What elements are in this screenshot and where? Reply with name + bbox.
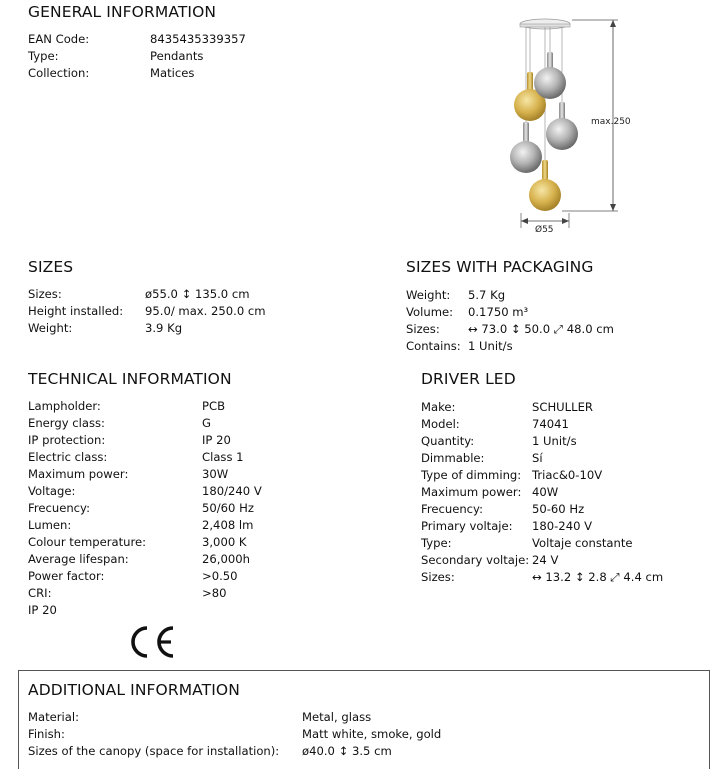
packaging-table — [406, 287, 696, 355]
driver-row-label: Primary voltaje: — [421, 519, 513, 533]
technical-row-label: Power factor: — [28, 569, 105, 583]
general-row — [28, 31, 328, 48]
packaging-row-value: ↔ 73.0 ↕ 50.0 ⤢ 48.0 cm — [468, 322, 614, 336]
driver-row-label: Sizes: — [421, 570, 455, 584]
technical-row-label: Energy class: — [28, 416, 105, 430]
driver-row-value: ↔ 13.2 ↕ 2.8 ⤢ 4.4 cm — [532, 570, 664, 584]
technical-heading: TECHNICAL INFORMATION — [28, 370, 232, 388]
sizes-row-value: 3.9 Kg — [145, 321, 183, 335]
packaging-row — [406, 321, 696, 338]
technical-row-label: Frecuency: — [28, 501, 90, 515]
general-row-label: Collection: — [28, 66, 90, 80]
driver-row-value: 180-240 V — [532, 519, 593, 533]
technical-row — [28, 500, 388, 517]
technical-row-label: Voltage: — [28, 484, 76, 498]
packaging-row-label: Weight: — [406, 288, 451, 302]
driver-row — [421, 433, 701, 450]
driver-row-value: Voltaje constante — [532, 536, 633, 550]
general-row-label: EAN Code: — [28, 32, 90, 46]
technical-row-value: 180/240 V — [202, 484, 262, 498]
driver-row — [421, 535, 701, 552]
driver-row-value: 1 Unit/s — [532, 434, 577, 448]
technical-row-label: CRI: — [28, 586, 52, 600]
product-illustration — [500, 10, 700, 235]
additional-row — [28, 726, 508, 743]
driver-row-label: Type: — [421, 536, 452, 550]
packaging-row-value: 5.7 Kg — [468, 288, 506, 302]
technical-row — [28, 534, 388, 551]
sizes-row-label: Height installed: — [28, 304, 124, 318]
driver-row — [421, 569, 701, 586]
technical-row — [28, 415, 388, 432]
driver-row-value: 74041 — [532, 417, 569, 431]
technical-row — [28, 585, 388, 602]
width-dimension-label: Ø55 — [535, 225, 554, 235]
driver-row-label: Frecuency: — [421, 502, 483, 516]
technical-row — [28, 466, 388, 483]
technical-row-label: IP 20 — [28, 603, 57, 617]
driver-row-value: 24 V — [532, 553, 559, 567]
driver-row-label: Maximum power: — [421, 485, 522, 499]
technical-row-value: G — [202, 416, 211, 430]
packaging-row-label: Volume: — [406, 305, 454, 319]
driver-row-label: Type of dimming: — [421, 468, 522, 482]
sizes-row — [28, 320, 358, 337]
packaging-row — [406, 338, 696, 355]
technical-row — [28, 398, 388, 415]
technical-row-label: Colour temperature: — [28, 535, 147, 549]
general-row-value: Pendants — [150, 49, 204, 63]
general-information-heading: GENERAL INFORMATION — [28, 3, 217, 21]
technical-row — [28, 602, 388, 619]
technical-row-value: 30W — [202, 467, 229, 481]
driver-row — [421, 518, 701, 535]
sizes-row — [28, 286, 358, 303]
packaging-row-label: Sizes: — [406, 322, 440, 336]
additional-row-label: Sizes of the canopy (space for installation): — [28, 744, 280, 758]
driver-row-label: Make: — [421, 400, 456, 414]
sizes-row-label: Weight: — [28, 321, 73, 335]
additional-row-value: ø40.0 ↕ 3.5 cm — [302, 744, 392, 758]
technical-row-value: IP 20 — [202, 433, 231, 447]
driver-row — [421, 484, 701, 501]
technical-row-value: 26,000h — [202, 552, 250, 566]
packaging-row-value: 0.1750 m³ — [468, 305, 529, 319]
sizes-row — [28, 303, 358, 320]
driver-row-label: Model: — [421, 417, 460, 431]
technical-row — [28, 568, 388, 585]
sizes-heading: SIZES — [28, 258, 74, 276]
technical-row-value: 50/60 Hz — [202, 501, 254, 515]
driver-row — [421, 501, 701, 518]
sizes-row-label: Sizes: — [28, 287, 62, 301]
packaging-heading: SIZES WITH PACKAGING — [406, 258, 594, 276]
driver-row — [421, 416, 701, 433]
additional-row — [28, 709, 508, 726]
driver-row — [421, 450, 701, 467]
packaging-row-value: 1 Unit/s — [468, 339, 513, 353]
technical-row-label: Lampholder: — [28, 399, 101, 413]
driver-row-value: SCHULLER — [532, 400, 593, 414]
general-row-label: Type: — [28, 49, 59, 63]
additional-row — [28, 743, 508, 760]
packaging-row — [406, 287, 696, 304]
additional-row-label: Finish: — [28, 727, 65, 741]
driver-row — [421, 467, 701, 484]
sizes-row-value: ø55.0 ↕ 135.0 cm — [145, 287, 250, 301]
driver-row-value: 40W — [532, 485, 559, 499]
packaging-row — [406, 304, 696, 321]
technical-row-value: >80 — [202, 586, 227, 600]
driver-row-label: Dimmable: — [421, 451, 485, 465]
general-row — [28, 48, 328, 65]
technical-row-label: Average lifespan: — [28, 552, 129, 566]
general-row-value: Matices — [150, 66, 195, 80]
additional-row-value: Matt white, smoke, gold — [302, 727, 442, 741]
section-divider-left — [18, 670, 19, 769]
driver-row-value: Sí — [532, 451, 543, 465]
section-divider — [18, 670, 710, 671]
general-information-table — [28, 31, 328, 82]
driver-row — [421, 552, 701, 569]
sizes-table — [28, 286, 358, 337]
driver-row-value: Triac&0-10V — [532, 468, 603, 482]
technical-row-value: >0.50 — [202, 569, 238, 583]
driver-led-table — [421, 399, 701, 586]
technical-row — [28, 483, 388, 500]
additional-row-value: Metal, glass — [302, 710, 372, 724]
technical-row — [28, 432, 388, 449]
sizes-row-value: 95.0/ max. 250.0 cm — [145, 304, 266, 318]
ce-mark — [128, 624, 176, 664]
packaging-row-label: Contains: — [406, 339, 461, 353]
technical-row-value: PCB — [202, 399, 226, 413]
driver-row-label: Quantity: — [421, 434, 475, 448]
driver-row-label: Secondary voltaje: — [421, 553, 530, 567]
additional-table — [28, 709, 508, 760]
technical-row — [28, 551, 388, 568]
pendant-lamp-drawing — [500, 10, 700, 235]
driver-row-value: 50-60 Hz — [532, 502, 585, 516]
technical-row-label: Electric class: — [28, 450, 108, 464]
driver-led-heading: DRIVER LED — [421, 370, 516, 388]
technical-row — [28, 449, 388, 466]
technical-row — [28, 517, 388, 534]
technical-row-label: IP protection: — [28, 433, 106, 447]
technical-row-label: Maximum power: — [28, 467, 129, 481]
technical-row-value: 2,408 lm — [202, 518, 254, 532]
driver-row — [421, 399, 701, 416]
additional-row-label: Material: — [28, 710, 80, 724]
height-dimension-label: max.250 — [591, 117, 631, 127]
technical-row-label: Lumen: — [28, 518, 72, 532]
additional-heading: ADDITIONAL INFORMATION — [28, 681, 240, 699]
technical-row-value: Class 1 — [202, 450, 244, 464]
general-row — [28, 65, 328, 82]
technical-table — [28, 398, 388, 619]
technical-row-value: 3,000 K — [202, 535, 247, 549]
general-row-value: 8435435339357 — [150, 32, 246, 46]
